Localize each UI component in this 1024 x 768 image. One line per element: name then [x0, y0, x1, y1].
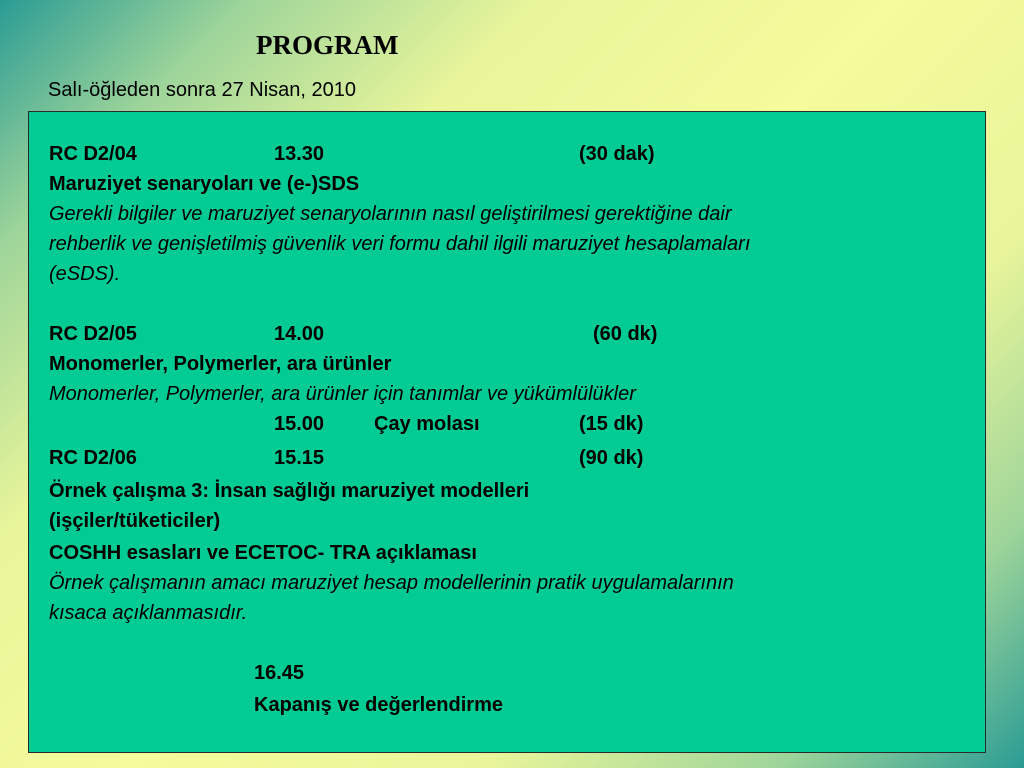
- session-1-duration: (30 dak): [579, 143, 655, 165]
- session-3-header-row: [49, 443, 949, 473]
- session-1-title: Maruziyet senaryoları ve (e-)SDS: [49, 173, 360, 195]
- page-subtitle: Salı-öğleden sonra 27 Nisan, 2010: [48, 79, 356, 101]
- session-2-header-row: [49, 319, 949, 349]
- session-3-code: RC D2/06: [49, 447, 137, 469]
- session-1-code: RC D2/04: [49, 143, 137, 165]
- session-1-desc-line-2: rehberlik ve genişletilmiş güvenlik veri formu dahil ilgili maruziyet hesaplamaları: [49, 233, 751, 255]
- session-3-desc-line-2: kısaca açıklanmasıdır.: [49, 602, 248, 624]
- break-duration: (15 dk): [579, 413, 644, 435]
- session-3-title-line-3: COSHH esasları ve ECETOC- TRA açıklaması: [49, 542, 477, 564]
- session-3-title-line-1: Örnek çalışma 3: İnsan sağlığı maruziyet modelleri: [49, 480, 530, 502]
- session-2-desc: Monomerler, Polymerler, ara ürünler için tanımlar ve yükümlülükler: [49, 383, 636, 405]
- session-1-desc-line-3: (eSDS).: [49, 263, 121, 285]
- session-3-duration: (90 dk): [579, 447, 644, 469]
- session-2-code: RC D2/05: [49, 323, 137, 345]
- session-3-desc-line-1: Örnek çalışmanın amacı maruziyet hesap modellerinin pratik uygulamalarının: [49, 572, 734, 594]
- break-time: 15.00: [274, 413, 325, 435]
- session-2-duration: (60 dk): [593, 323, 658, 345]
- session-1-time: 13.30: [274, 143, 325, 165]
- session-1-header-row: [49, 139, 949, 169]
- closing-time: 16.45: [254, 662, 305, 684]
- page-title: PROGRAM: [256, 30, 399, 60]
- session-3-title-line-2: (işçiler/tüketiciler): [49, 510, 221, 532]
- program-panel: [28, 111, 986, 753]
- session-2-time: 14.00: [274, 323, 325, 345]
- session-3-time: 15.15: [274, 447, 325, 469]
- session-2-title: Monomerler, Polymerler, ara ürünler: [49, 353, 392, 375]
- closing-label: Kapanış ve değerlendirme: [254, 694, 503, 716]
- break-label: Çay molası: [374, 413, 480, 435]
- session-1-desc-line-1: Gerekli bilgiler ve maruziyet senaryolarının nasıl geliştirilmesi gerektiğine dair: [49, 203, 732, 225]
